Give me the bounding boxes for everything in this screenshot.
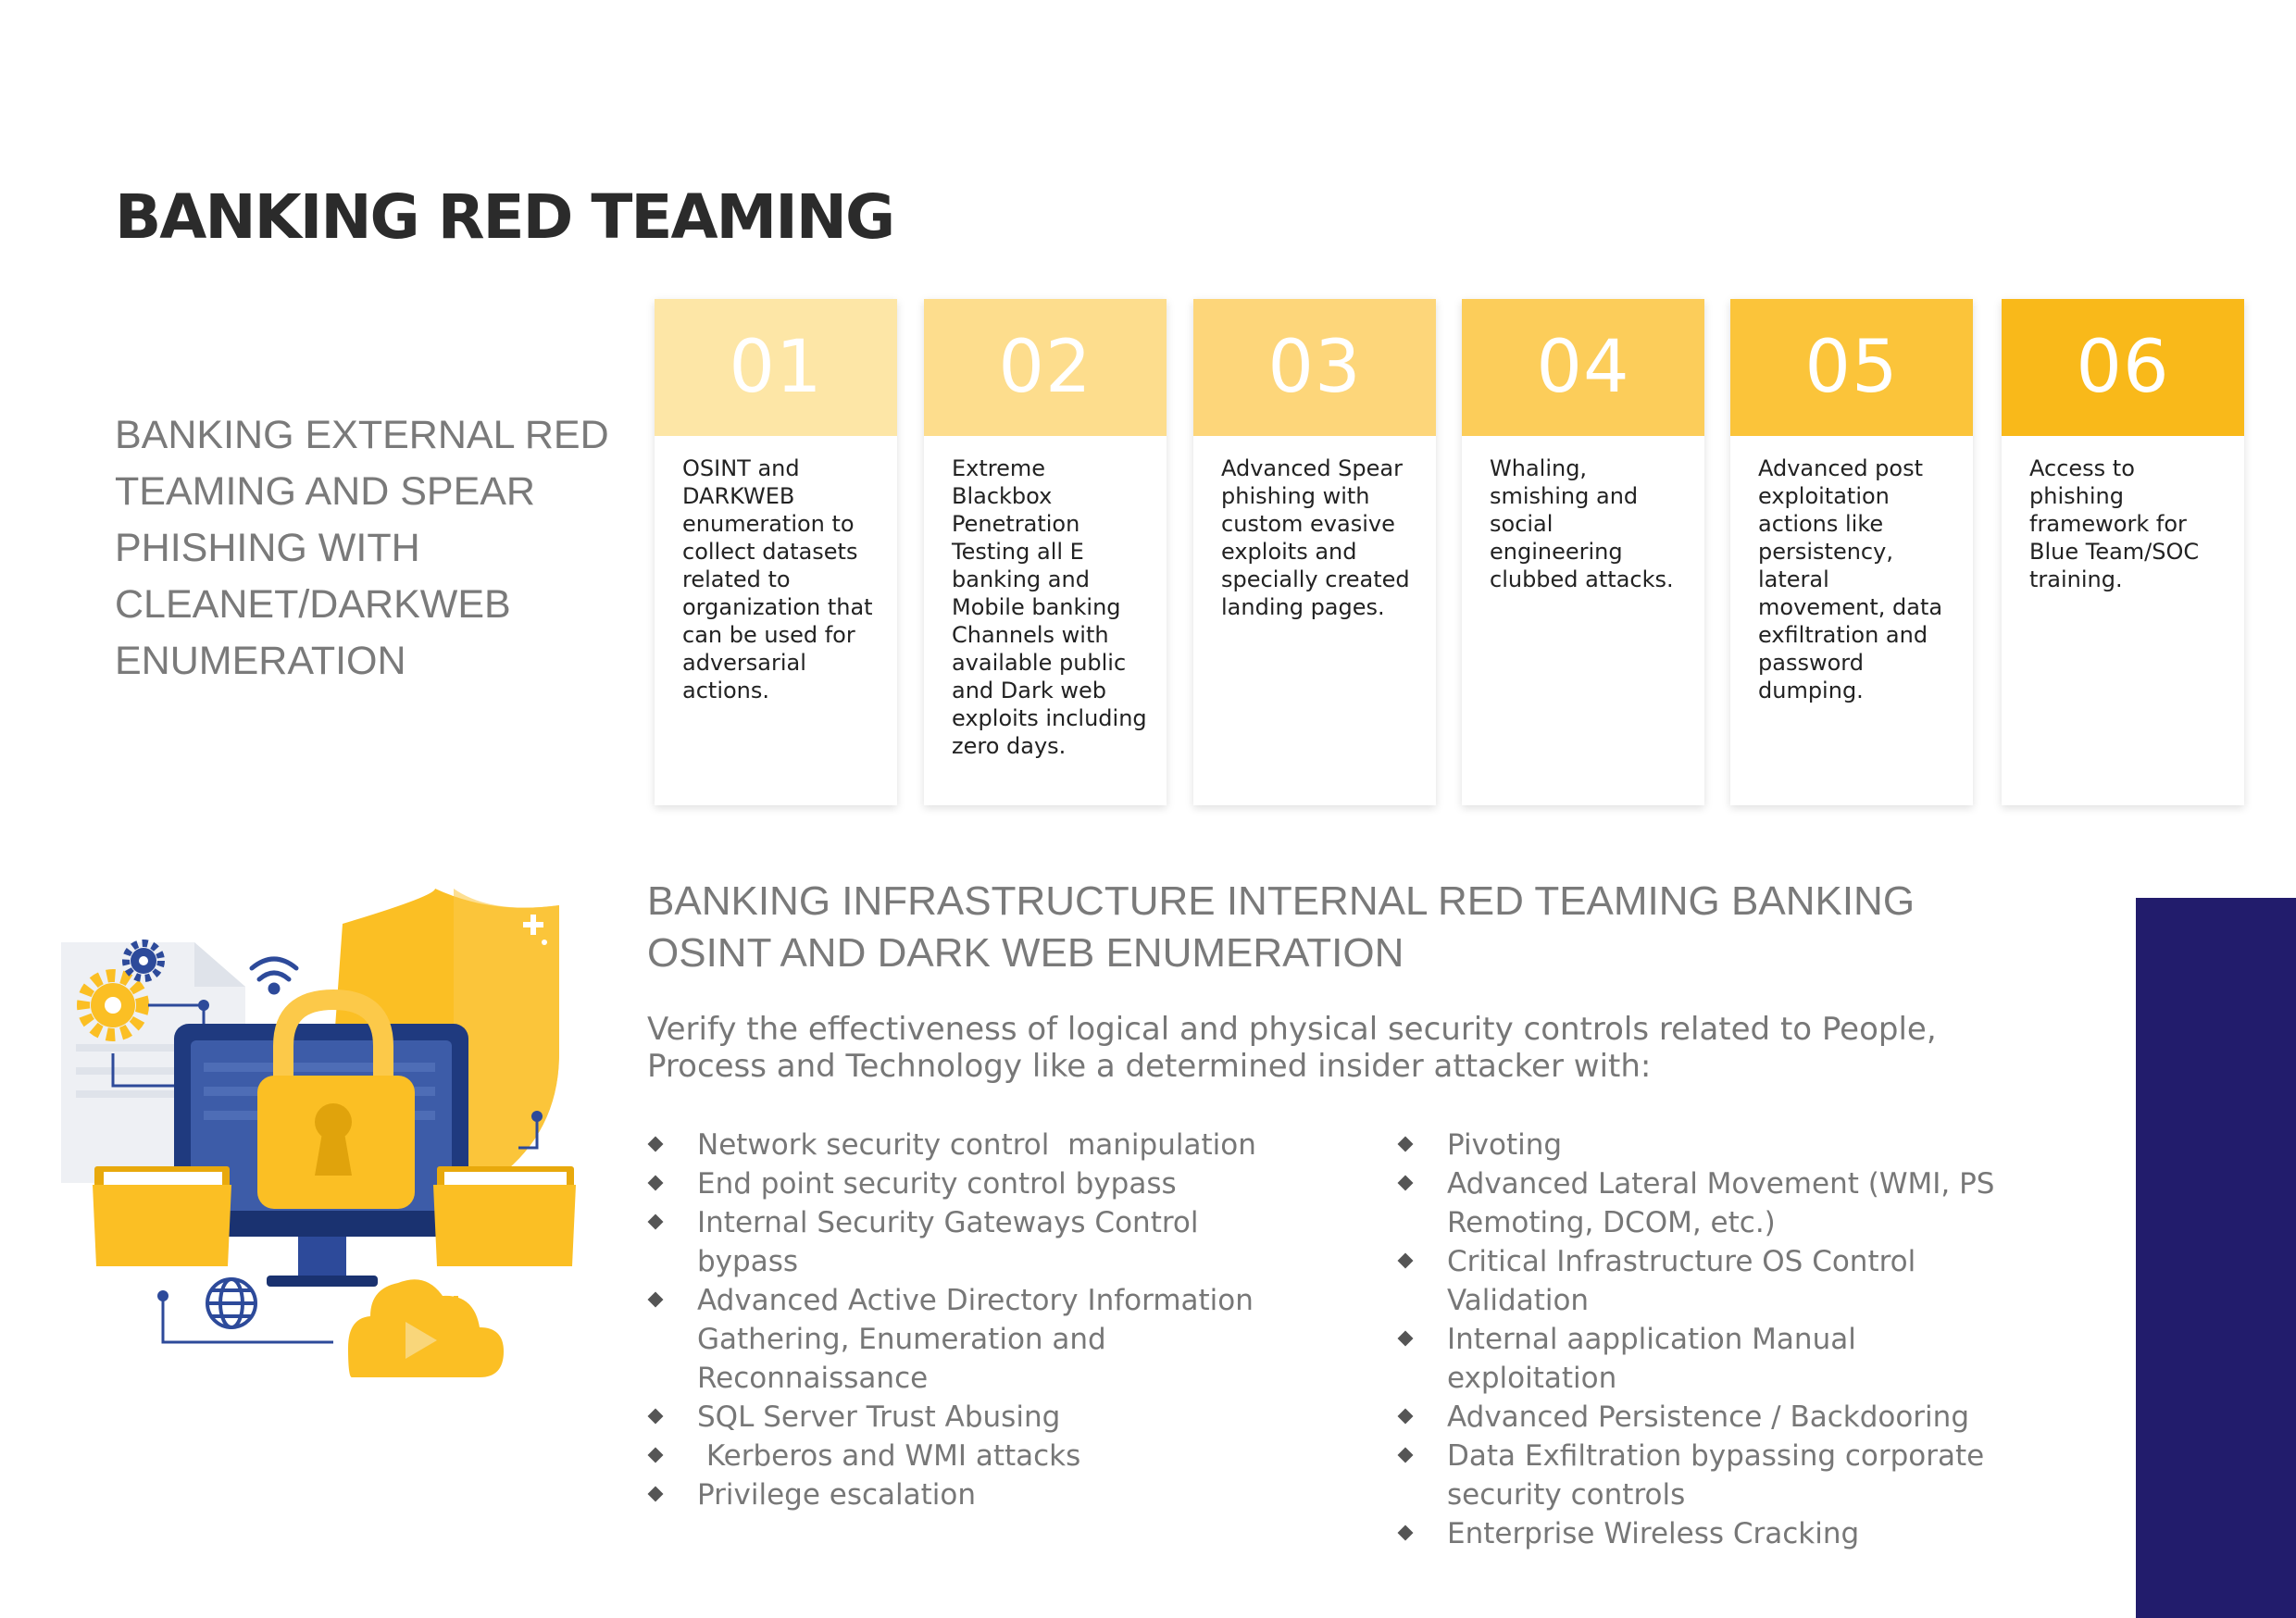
diamond-bullet-icon: [1398, 1331, 1414, 1347]
step-text: OSINT and DARKWEB enumeration to collect datasets related to organization that can be used for adversarial actions.: [682, 455, 873, 703]
navy-accent-bar: [2136, 898, 2296, 1618]
list-item: Network security control manipulation: [645, 1126, 1293, 1164]
step-card-06: [2002, 299, 2244, 805]
diamond-bullet-icon: [648, 1176, 664, 1191]
list-item: Critical Infrastructure OS Control Validation: [1395, 1242, 1997, 1320]
list-item: Pivoting: [1395, 1126, 1997, 1164]
globe-icon: [207, 1279, 256, 1327]
step-text: Access to phishing framework for Blue Team/SOC training.: [2029, 455, 2200, 592]
list-item: Advanced Active Directory Information Gathering, Enumeration and Reconnaissance: [645, 1281, 1293, 1398]
list-item: Kerberos and WMI attacks: [645, 1437, 1293, 1475]
diamond-bullet-icon: [648, 1292, 664, 1308]
step-number: 05: [1730, 299, 1973, 436]
step-number: 02: [924, 299, 1167, 436]
step-text: Extreme Blackbox Penetration Testing all E banking and Mobile banking Channels with available public and Dark web exploits including zero days.: [952, 455, 1147, 759]
step-card-02: [924, 299, 1167, 805]
section-subtitle: BANKING EXTERNAL RED TEAMING AND SPEAR PHISHING WITH CLEANET/DARKWEB ENUMERATION: [115, 413, 609, 683]
page-title: BANKING RED TEAMING: [115, 181, 894, 253]
section2-title: BANKING INFRASTRUCTURE INTERNAL RED TEAMING BANKING OSINT AND DARK WEB ENUMERATION: [647, 878, 1915, 976]
step-card-05: [1730, 299, 1973, 805]
step-text: Advanced Spear phishing with custom evasive exploits and specially created landing pages.: [1221, 455, 1410, 620]
list-item: Internal aapplication Manual exploitation: [1395, 1320, 1997, 1398]
step-card-04: [1462, 299, 1704, 805]
diamond-bullet-icon: [1398, 1525, 1414, 1541]
wifi-icon: [252, 959, 296, 992]
security-lock-illustration: [56, 877, 583, 1396]
diamond-bullet-icon: [1398, 1137, 1414, 1152]
steps-row: [655, 299, 2244, 805]
diamond-bullet-icon: [1398, 1253, 1414, 1269]
section2-intro: Verify the effectiveness of logical and physical security controls related to People, Process and Technology like a determined insider attacker with:: [647, 1011, 1937, 1085]
list-item: Data Exfiltration bypassing corporate security controls: [1395, 1437, 1997, 1514]
step-card-01: [655, 299, 897, 805]
list-item: Privilege escalation: [645, 1475, 1293, 1514]
diamond-bullet-icon: [648, 1487, 664, 1502]
list-item: SQL Server Trust Abusing: [645, 1398, 1293, 1437]
step-number: 03: [1193, 299, 1436, 436]
step-text: Advanced post exploitation actions like persistency, lateral movement, data exfiltration and password dumping.: [1758, 455, 1943, 703]
list-item: Internal Security Gateways Control bypass: [645, 1203, 1293, 1281]
step-number: 04: [1462, 299, 1704, 436]
folder-icon: [93, 1166, 231, 1266]
list-item: Enterprise Wireless Cracking: [1395, 1514, 1997, 1553]
cloud-play-icon: [348, 1279, 504, 1377]
diamond-bullet-icon: [1398, 1176, 1414, 1191]
bullet-list-right: [1395, 1126, 2004, 1553]
list-item: Advanced Persistence / Backdooring: [1395, 1398, 1997, 1437]
step-card-03: [1193, 299, 1436, 805]
folder-icon: [433, 1166, 576, 1266]
list-item: End point security control bypass: [645, 1164, 1293, 1203]
step-number: 06: [2002, 299, 2244, 436]
diamond-bullet-icon: [648, 1137, 664, 1152]
diamond-bullet-icon: [648, 1214, 664, 1230]
diamond-bullet-icon: [1398, 1409, 1414, 1425]
diamond-bullet-icon: [648, 1409, 664, 1425]
bullet-list-left: [645, 1126, 1293, 1514]
diamond-bullet-icon: [648, 1448, 664, 1463]
diamond-bullet-icon: [1398, 1448, 1414, 1463]
step-number: 01: [655, 299, 897, 436]
list-item: Advanced Lateral Movement (WMI, PS Remoting, DCOM, etc.): [1395, 1164, 1997, 1242]
step-text: Whaling, smishing and social engineering clubbed attacks.: [1490, 455, 1674, 592]
